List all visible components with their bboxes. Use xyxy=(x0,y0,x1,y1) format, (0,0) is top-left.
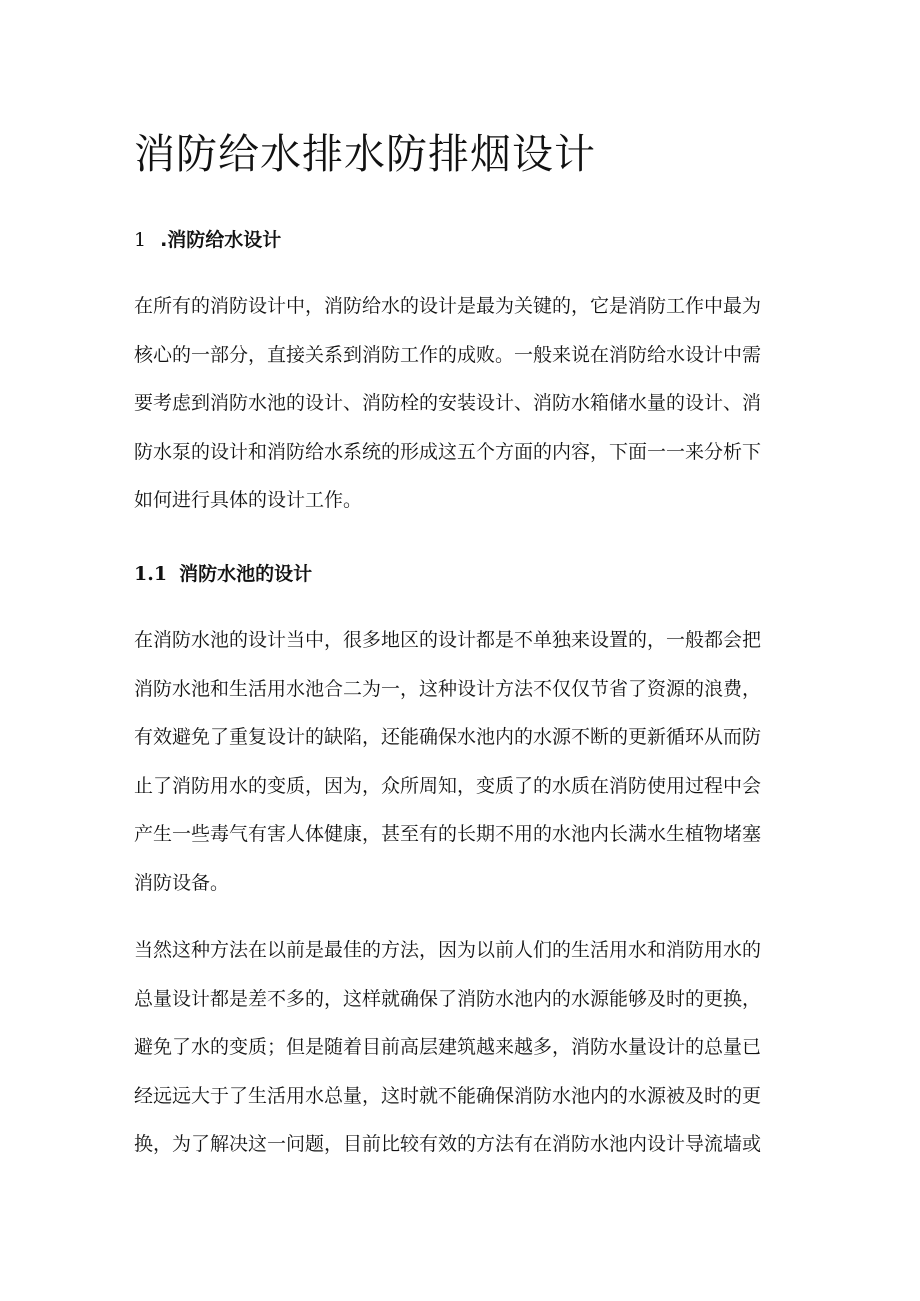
text-line: 要考虑到消防水池的设计、消防栓的安装设计、消防水箱储水量的设计、消 xyxy=(134,392,762,414)
text-line: 避免了水的变质；但是随着目前高层建筑越来越多，消防水量设计的总量已 xyxy=(134,1036,762,1058)
text-line: 产生一些毒气有害人体健康，甚至有的长期不用的水池内长满水生植物堵塞 xyxy=(134,823,762,845)
text-line: 核心的一部分，直接关系到消防工作的成败。一般来说在消防给水设计中需 xyxy=(134,343,762,366)
section-number: 1 xyxy=(134,229,147,251)
text-line: 防水泵的设计和消防给水系统的形成这五个方面的内容，下面一一来分析下 xyxy=(134,440,762,463)
subsection-number: 1.1 xyxy=(134,563,168,585)
paragraph-3 xyxy=(134,926,794,1169)
text-line: 当然这种方法在以前是最佳的方法，因为以前人们的生活用水和消防用水的 xyxy=(134,939,762,961)
text-line: 如何进行具体的设计工作。 xyxy=(134,489,363,511)
paragraph-1 xyxy=(134,282,794,525)
paragraph-2 xyxy=(134,616,794,907)
text-line: 止了消防用水的变质，因为，众所周知，变质了的水质在消防使用过程中会 xyxy=(134,774,762,797)
text-line: 消防设备。 xyxy=(134,871,230,894)
subsection-title: 消防水池的设计 xyxy=(179,563,313,585)
document-title: 消防给水排水防排烟设计 xyxy=(134,130,596,178)
section-heading-1-1 xyxy=(134,560,312,588)
section-heading-1 xyxy=(134,226,281,254)
text-line: 换，为了解决这一问题，目前比较有效的方法有在消防水池内设计导流墙或 xyxy=(134,1133,762,1155)
section-title: .消防给水设计 xyxy=(160,229,282,251)
text-line: 有效避免了重复设计的缺陷，还能确保水池内的水源不断的更新循环从而防 xyxy=(134,726,762,748)
text-line: 总量设计都是差不多的，这样就确保了消防水池内的水源能够及时的更换， xyxy=(134,987,762,1010)
text-line: 在所有的消防设计中，消防给水的设计是最为关键的，它是消防工作中最为 xyxy=(134,295,762,317)
text-line: 经远远大于了生活用水总量，这时就不能确保消防水池内的水源被及时的更 xyxy=(134,1084,762,1107)
text-line: 在消防水池的设计当中，很多地区的设计都是不单独来设置的，一般都会把 xyxy=(134,629,762,651)
text-line: 消防水池和生活用水池合二为一，这种设计方法不仅仅节省了资源的浪费， xyxy=(134,677,762,700)
